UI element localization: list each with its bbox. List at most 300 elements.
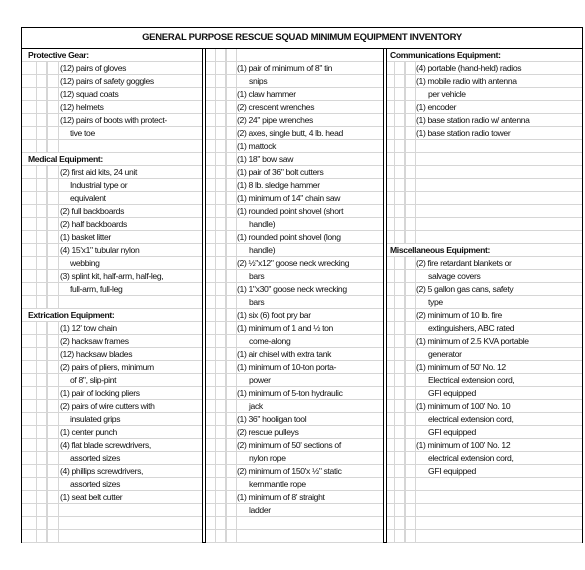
check-box-cell[interactable] (405, 452, 416, 465)
check-box-cell[interactable] (226, 309, 237, 322)
check-box-cell[interactable] (405, 192, 416, 205)
check-box-cell[interactable] (394, 452, 405, 465)
check-box-cell[interactable] (226, 413, 237, 426)
checklist-row (386, 374, 582, 387)
check-box-cell[interactable] (394, 335, 405, 348)
item-text: nylon rope (249, 453, 286, 463)
item-text: (2) crescent wrenches (237, 102, 315, 112)
check-box-cell[interactable] (47, 166, 59, 179)
checklist-row (386, 218, 582, 231)
check-box-cell[interactable] (36, 101, 47, 114)
check-box-cell[interactable] (394, 478, 405, 491)
check-box-cell[interactable] (226, 166, 237, 179)
section-header-row (22, 309, 202, 322)
check-box-cell[interactable] (405, 127, 416, 140)
check-box-cell[interactable] (47, 192, 59, 205)
check-box-cell[interactable] (405, 413, 416, 426)
check-box-cell[interactable] (405, 114, 416, 127)
section-header-row (22, 49, 202, 62)
check-box-cell[interactable] (36, 491, 47, 504)
check-box-cell[interactable] (226, 348, 237, 361)
checklist-row (386, 426, 582, 439)
checklist-row (386, 231, 582, 244)
check-box-cell[interactable] (226, 270, 237, 283)
item-text: (1) pair of minimum of 8" tin (237, 63, 333, 73)
check-box-cell[interactable] (36, 361, 47, 374)
check-box-cell[interactable] (215, 88, 226, 101)
check-box-cell[interactable] (226, 426, 237, 439)
check-box-cell[interactable] (226, 491, 237, 504)
check-box-cell[interactable] (226, 504, 237, 517)
check-box-cell[interactable] (394, 348, 405, 361)
check-box-cell[interactable] (394, 205, 405, 218)
checklist-row (22, 478, 202, 491)
check-box-cell[interactable] (405, 296, 416, 309)
check-box-cell[interactable] (226, 88, 237, 101)
check-box-cell[interactable] (47, 478, 59, 491)
check-box-cell[interactable] (215, 127, 226, 140)
check-box-cell[interactable] (405, 166, 416, 179)
check-box-cell[interactable] (47, 413, 59, 426)
check-box-cell[interactable] (47, 348, 59, 361)
check-box-cell[interactable] (36, 530, 47, 543)
check-box-cell[interactable] (215, 49, 226, 62)
check-box-cell[interactable] (405, 335, 416, 348)
check-box-cell[interactable] (36, 270, 47, 283)
check-box-cell[interactable] (215, 283, 226, 296)
check-box-cell[interactable] (394, 166, 405, 179)
check-box-cell[interactable] (215, 322, 226, 335)
check-box-cell[interactable] (394, 426, 405, 439)
check-box-cell[interactable] (226, 127, 237, 140)
check-box-cell[interactable] (47, 75, 59, 88)
check-box-cell[interactable] (394, 296, 405, 309)
checklist-row (22, 283, 202, 296)
check-box-cell[interactable] (36, 140, 47, 153)
section-heading: Protective Gear: (28, 50, 89, 60)
checklist-row (386, 270, 582, 283)
check-box-cell[interactable] (405, 426, 416, 439)
check-box-cell[interactable] (405, 62, 416, 75)
check-box-cell[interactable] (394, 140, 405, 153)
check-box-cell[interactable] (394, 387, 405, 400)
check-box-cell[interactable] (47, 465, 59, 478)
check-box-cell[interactable] (36, 322, 47, 335)
item-text: (1) minimum of 14" chain saw (237, 193, 341, 203)
item-text: (4) portable (hand-held) radios (416, 63, 522, 73)
item-text: (1) pair of locking pliers (60, 388, 140, 398)
check-box-cell[interactable] (47, 244, 59, 257)
check-box-cell[interactable] (47, 504, 59, 517)
check-box-cell[interactable] (394, 153, 405, 166)
check-box-cell[interactable] (215, 140, 226, 153)
check-box-cell[interactable] (215, 426, 226, 439)
check-box-cell[interactable] (47, 179, 59, 192)
check-box-cell[interactable] (405, 361, 416, 374)
check-box-cell[interactable] (215, 452, 226, 465)
check-box-cell[interactable] (36, 257, 47, 270)
check-box-cell[interactable] (226, 374, 237, 387)
item-text: (1) center punch (60, 427, 117, 437)
check-box-cell[interactable] (394, 530, 405, 543)
checklist-row (205, 309, 383, 322)
checklist-row (386, 88, 582, 101)
check-box-cell[interactable] (405, 348, 416, 361)
check-box-cell[interactable] (394, 309, 405, 322)
check-box-cell[interactable] (36, 283, 47, 296)
check-box-cell[interactable] (47, 114, 59, 127)
checklist-row (22, 101, 202, 114)
check-box-cell[interactable] (215, 231, 226, 244)
check-box-cell[interactable] (47, 322, 59, 335)
check-box-cell[interactable] (47, 270, 59, 283)
check-box-cell[interactable] (405, 231, 416, 244)
item-text: insulated grips (70, 414, 121, 424)
check-box-cell[interactable] (215, 348, 226, 361)
check-box-cell[interactable] (36, 88, 47, 101)
check-box-cell[interactable] (226, 296, 237, 309)
check-box-cell[interactable] (405, 140, 416, 153)
check-box-cell[interactable] (36, 439, 47, 452)
check-box-cell[interactable] (394, 88, 405, 101)
check-box-cell[interactable] (405, 322, 416, 335)
item-text: (1) minimum of 100' No. 10 (416, 401, 511, 411)
check-box-cell[interactable] (394, 75, 405, 88)
check-box-cell[interactable] (215, 257, 226, 270)
check-box-cell[interactable] (215, 153, 226, 166)
checklist-row (386, 101, 582, 114)
check-box-cell[interactable] (394, 400, 405, 413)
check-box-cell[interactable] (36, 62, 47, 75)
check-box-cell[interactable] (36, 478, 47, 491)
check-box-cell[interactable] (394, 413, 405, 426)
check-box-cell[interactable] (394, 465, 405, 478)
check-box-cell[interactable] (226, 218, 237, 231)
check-box-cell[interactable] (47, 283, 59, 296)
item-text: (1) 12' tow chain (60, 323, 117, 333)
check-box-cell[interactable] (47, 452, 59, 465)
check-box-cell[interactable] (226, 361, 237, 374)
item-text: electrical extension cord, (428, 453, 514, 463)
check-box-cell[interactable] (36, 387, 47, 400)
check-box-cell[interactable] (215, 413, 226, 426)
check-box-cell[interactable] (36, 374, 47, 387)
check-box-cell[interactable] (215, 335, 226, 348)
check-box-cell[interactable] (47, 387, 59, 400)
check-box-cell[interactable] (36, 517, 47, 530)
check-box-cell[interactable] (226, 205, 237, 218)
checklist-row (22, 400, 202, 413)
checklist-row (205, 192, 383, 205)
check-box-cell[interactable] (215, 114, 226, 127)
check-box-cell[interactable] (215, 270, 226, 283)
check-box-cell[interactable] (226, 530, 237, 543)
check-box-cell[interactable] (226, 114, 237, 127)
check-box-cell[interactable] (394, 361, 405, 374)
checklist-row (386, 413, 582, 426)
check-box-cell[interactable] (215, 62, 226, 75)
checklist-row (205, 530, 383, 543)
check-box-cell[interactable] (405, 75, 416, 88)
check-box-cell[interactable] (394, 127, 405, 140)
check-box-cell[interactable] (47, 491, 59, 504)
check-box-cell[interactable] (47, 439, 59, 452)
check-box-cell[interactable] (226, 465, 237, 478)
check-box-cell[interactable] (405, 478, 416, 491)
page-title: GENERAL PURPOSE RESCUE SQUAD MINIMUM EQUIPMENT INVENTORY (21, 27, 583, 49)
item-text: electrical extension cord, (428, 414, 514, 424)
check-box-cell[interactable] (215, 361, 226, 374)
item-text: (1) 18" bow saw (237, 154, 294, 164)
check-box-cell[interactable] (215, 101, 226, 114)
checklist-row (386, 192, 582, 205)
check-box-cell[interactable] (215, 309, 226, 322)
check-box-cell[interactable] (36, 413, 47, 426)
check-box-cell[interactable] (47, 257, 59, 270)
check-box-cell[interactable] (215, 439, 226, 452)
item-text: (2) minimum of 50' sections of (237, 440, 341, 450)
checklist-row (205, 504, 383, 517)
check-box-cell[interactable] (394, 179, 405, 192)
check-box-cell[interactable] (405, 179, 416, 192)
check-box-cell[interactable] (226, 517, 237, 530)
check-box-cell[interactable] (215, 465, 226, 478)
check-box-cell[interactable] (405, 439, 416, 452)
check-box-cell[interactable] (215, 244, 226, 257)
check-box-cell[interactable] (36, 335, 47, 348)
checklist-row (205, 257, 383, 270)
item-text: (2) axes, single butt, 4 lb. head (237, 128, 343, 138)
item-text: (1) minimum of 10-ton porta- (237, 362, 337, 372)
check-box-cell[interactable] (47, 374, 59, 387)
check-box-cell[interactable] (405, 153, 416, 166)
check-box-cell[interactable] (215, 374, 226, 387)
checklist-row (205, 478, 383, 491)
check-box-cell[interactable] (405, 270, 416, 283)
check-box-cell[interactable] (405, 374, 416, 387)
check-box-cell[interactable] (47, 530, 59, 543)
check-box-cell[interactable] (405, 504, 416, 517)
check-box-cell[interactable] (36, 296, 47, 309)
check-box-cell[interactable] (36, 166, 47, 179)
check-box-cell[interactable] (215, 387, 226, 400)
item-text: type (428, 297, 443, 307)
check-box-cell[interactable] (226, 140, 237, 153)
check-box-cell[interactable] (47, 335, 59, 348)
check-box-cell[interactable] (47, 101, 59, 114)
check-box-cell[interactable] (215, 218, 226, 231)
check-box-cell[interactable] (47, 140, 59, 153)
item-text: of 8", slip-pint (70, 375, 117, 385)
check-box-cell[interactable] (405, 283, 416, 296)
check-box-cell[interactable] (226, 387, 237, 400)
checklist-row (22, 270, 202, 283)
check-box-cell[interactable] (36, 452, 47, 465)
check-box-cell[interactable] (394, 114, 405, 127)
check-box-cell[interactable] (405, 309, 416, 322)
checklist-row (386, 517, 582, 530)
check-box-cell[interactable] (394, 374, 405, 387)
checklist-row (22, 114, 202, 127)
check-box-cell[interactable] (226, 192, 237, 205)
check-box-cell[interactable] (47, 231, 59, 244)
check-box-cell[interactable] (36, 426, 47, 439)
checklist-row (22, 192, 202, 205)
checklist-row (386, 322, 582, 335)
checklist-row (205, 101, 383, 114)
item-text: handle) (249, 245, 276, 255)
check-box-cell[interactable] (405, 400, 416, 413)
check-box-cell[interactable] (36, 244, 47, 257)
check-box-cell[interactable] (215, 166, 226, 179)
check-box-cell[interactable] (36, 218, 47, 231)
check-box-cell[interactable] (226, 478, 237, 491)
check-box-cell[interactable] (215, 517, 226, 530)
checklist-row (22, 205, 202, 218)
check-box-cell[interactable] (47, 127, 59, 140)
item-text: (12) pairs of boots with protect- (60, 115, 167, 125)
item-text: (2) half backboards (60, 219, 127, 229)
check-box-cell[interactable] (36, 348, 47, 361)
check-box-cell[interactable] (405, 88, 416, 101)
checklist-row (205, 75, 383, 88)
item-text: (2) pairs of pliers, minimum (60, 362, 154, 372)
item-text: (1) 36" hooligan tool (237, 414, 307, 424)
check-box-cell[interactable] (405, 530, 416, 543)
check-box-cell[interactable] (226, 257, 237, 270)
item-text: (2) first aid kits, 24 unit (60, 167, 137, 177)
check-box-cell[interactable] (47, 517, 59, 530)
check-box-cell[interactable] (36, 127, 47, 140)
check-box-cell[interactable] (36, 465, 47, 478)
check-box-cell[interactable] (394, 101, 405, 114)
item-text: (1) rounded point shovel (long (237, 232, 341, 242)
check-box-cell[interactable] (215, 530, 226, 543)
check-box-cell[interactable] (394, 491, 405, 504)
check-box-cell[interactable] (405, 465, 416, 478)
check-box-cell[interactable] (36, 75, 47, 88)
item-text: GFI equipped (428, 388, 476, 398)
check-box-cell[interactable] (47, 426, 59, 439)
checklist-row (386, 387, 582, 400)
check-box-cell[interactable] (226, 439, 237, 452)
check-box-cell[interactable] (405, 491, 416, 504)
check-box-cell[interactable] (394, 439, 405, 452)
check-box-cell[interactable] (394, 322, 405, 335)
check-box-cell[interactable] (215, 400, 226, 413)
check-box-cell[interactable] (215, 192, 226, 205)
checklist-row (386, 439, 582, 452)
check-box-cell[interactable] (226, 49, 237, 62)
check-box-cell[interactable] (226, 322, 237, 335)
check-box-cell[interactable] (47, 205, 59, 218)
check-box-cell[interactable] (47, 296, 59, 309)
check-box-cell[interactable] (36, 231, 47, 244)
checklist-row (205, 140, 383, 153)
checklist-row (386, 114, 582, 127)
check-box-cell[interactable] (47, 62, 59, 75)
check-box-cell[interactable] (405, 205, 416, 218)
check-box-cell[interactable] (226, 75, 237, 88)
check-box-cell[interactable] (226, 62, 237, 75)
check-box-cell[interactable] (47, 88, 59, 101)
check-box-cell[interactable] (394, 62, 405, 75)
check-box-cell[interactable] (215, 478, 226, 491)
item-text: (12) hacksaw blades (60, 349, 133, 359)
check-box-cell[interactable] (226, 153, 237, 166)
check-box-cell[interactable] (215, 491, 226, 504)
check-box-cell[interactable] (405, 257, 416, 270)
checklist-row (386, 491, 582, 504)
check-box-cell[interactable] (36, 192, 47, 205)
check-box-cell[interactable] (226, 231, 237, 244)
check-box-cell[interactable] (215, 75, 226, 88)
checklist-row (22, 166, 202, 179)
check-box-cell[interactable] (226, 452, 237, 465)
checklist-row (22, 244, 202, 257)
checklist-row (22, 530, 202, 543)
check-box-cell[interactable] (405, 387, 416, 400)
checklist-row (386, 127, 582, 140)
checklist-row (205, 348, 383, 361)
item-text: equivalent (70, 193, 106, 203)
check-box-cell[interactable] (47, 218, 59, 231)
check-box-cell[interactable] (215, 205, 226, 218)
check-box-cell[interactable] (405, 218, 416, 231)
check-box-cell[interactable] (36, 205, 47, 218)
checklist-row (205, 283, 383, 296)
check-box-cell[interactable] (394, 270, 405, 283)
check-box-cell[interactable] (36, 114, 47, 127)
check-box-cell[interactable] (226, 101, 237, 114)
check-box-cell[interactable] (215, 296, 226, 309)
check-box-cell[interactable] (394, 231, 405, 244)
check-box-cell[interactable] (47, 361, 59, 374)
check-box-cell[interactable] (36, 400, 47, 413)
check-box-cell[interactable] (394, 218, 405, 231)
check-box-cell[interactable] (226, 179, 237, 192)
checklist-row (22, 75, 202, 88)
check-box-cell[interactable] (47, 400, 59, 413)
check-box-cell[interactable] (405, 517, 416, 530)
check-box-cell[interactable] (215, 504, 226, 517)
item-text: (1) mobile radio with antenna (416, 76, 517, 86)
check-box-cell[interactable] (226, 283, 237, 296)
check-box-cell[interactable] (394, 283, 405, 296)
checklist-row (386, 348, 582, 361)
item-text: (2) fire retardant blankets or (416, 258, 512, 268)
check-box-cell[interactable] (226, 335, 237, 348)
check-box-cell[interactable] (36, 504, 47, 517)
check-box-cell[interactable] (36, 179, 47, 192)
checklist-row (386, 478, 582, 491)
check-box-cell[interactable] (394, 504, 405, 517)
item-text: jack (249, 401, 263, 411)
checklist-row (386, 153, 582, 166)
section-heading: Miscellaneous Equipment: (390, 245, 490, 255)
check-box-cell[interactable] (394, 257, 405, 270)
checklist-row (205, 231, 383, 244)
check-box-cell[interactable] (394, 517, 405, 530)
item-text: (12) helmets (60, 102, 104, 112)
check-box-cell[interactable] (226, 244, 237, 257)
check-box-cell[interactable] (215, 179, 226, 192)
item-text: (1) basket litter (60, 232, 111, 242)
check-box-cell[interactable] (394, 192, 405, 205)
item-text: (1) six (6) foot pry bar (237, 310, 311, 320)
check-box-cell[interactable] (226, 400, 237, 413)
check-box-cell[interactable] (405, 101, 416, 114)
